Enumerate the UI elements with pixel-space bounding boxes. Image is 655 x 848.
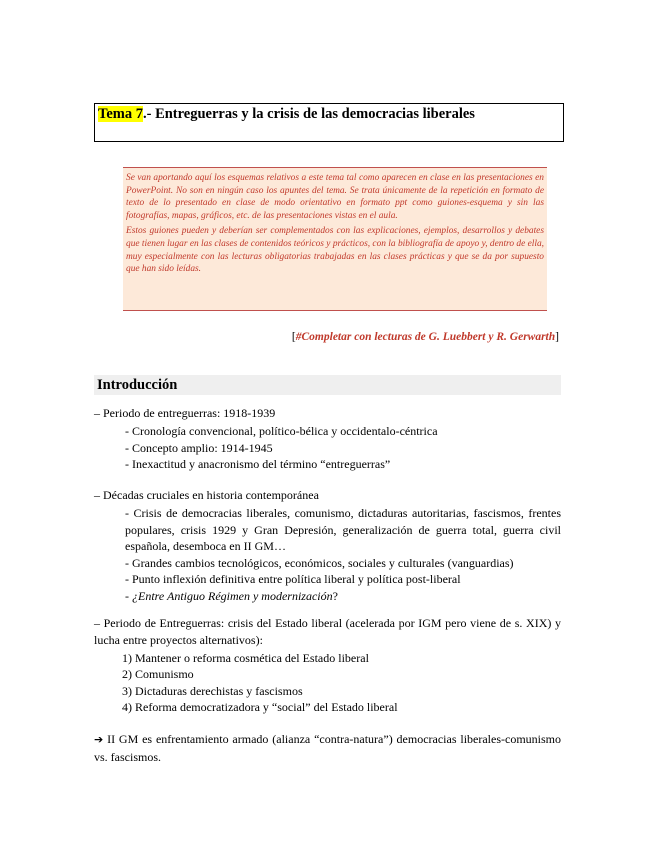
block1-main: – Periodo de entreguerras: 1918-1939 bbox=[94, 406, 276, 420]
block4-text bbox=[94, 731, 561, 765]
block4-body: II GM es enfrentamiento armado (alianza “contra-natura”) democracias liberales-comunismo vs. fascismos. bbox=[94, 732, 561, 764]
page-title bbox=[98, 106, 475, 123]
block3-item: 3) Dictaduras derechistas y fascismos bbox=[122, 683, 303, 698]
bracket-close: ] bbox=[555, 331, 559, 343]
complete-note-text: #Completar con lecturas de G. Luebbert y R. Gerwarth bbox=[295, 331, 556, 343]
block1-item: - Cronología convencional, político-bélica y occidentalo-céntrica bbox=[125, 424, 438, 438]
disclaimer-paragraph-1: Se van aportando aquí los esquemas relativos a este tema tal como aparecen en clase en las presentaciones en PowerPoint. No son en ningún caso los apuntes del tema. Se trata únicamente de la repetición en formato de texto de lo presentado en clase de modo orientativo en formato ppt como guiones-esquema y sin las fotografías, mapas, gráficos, etc. de las presentaciones vistas en el aula. bbox=[126, 173, 544, 221]
block1-item: - Concepto amplio: 1914-1945 bbox=[125, 440, 273, 455]
intro-block-1 bbox=[94, 405, 561, 473]
intro-block-3 bbox=[94, 615, 561, 716]
section-heading-intro: Introducción bbox=[94, 375, 561, 395]
block2-item: - Punto inflexión definitiva entre política liberal y política post-liberal bbox=[125, 572, 461, 586]
block2-item: - Crisis de democracias liberales, comunismo, dictaduras autoritarias, fascismos, frentes populares, crisis 1929 y Gran Depresión, generalización de guerra total, guerra civil española, desemboca en II GM… bbox=[125, 506, 561, 553]
italic-question: ¿Entre Antiguo Régimen y modernización bbox=[132, 588, 333, 603]
title-rest: .- Entreguerras y la crisis de las democracias liberales bbox=[142, 106, 475, 122]
intro-block-2 bbox=[94, 487, 561, 604]
tema-label: Tema 7 bbox=[98, 106, 143, 122]
block2-main: – Décadas cruciales en historia contemporánea bbox=[94, 488, 319, 502]
bracket-open: [ bbox=[291, 331, 296, 343]
block2-item: - Grandes cambios tecnológicos, económicos, sociales y culturales (vanguardias) bbox=[125, 555, 514, 570]
block2-item-last: - ¿Entre Antiguo Régimen y modernización? bbox=[125, 588, 338, 603]
title-box bbox=[94, 103, 564, 142]
complete-note bbox=[292, 331, 559, 343]
block1-item: - Inexactitud y anacronismo del término “entreguerras” bbox=[125, 457, 391, 471]
block3-item: 2) Comunismo bbox=[122, 667, 194, 681]
intro-block-4 bbox=[94, 731, 561, 765]
block3-main: – Periodo de Entreguerras: crisis del Estado liberal (acelerada por IGM pero viene de s. XIX) y lucha entre proyectos alternativos): bbox=[94, 616, 561, 647]
arrow-right-icon: ➔ bbox=[94, 733, 104, 746]
disclaimer-paragraph-2: Estos guiones pueden y deberían ser complementados con las explicaciones, ejemplos, desarrollos y debates que tienen lugar en las clases de contenidos teóricos y prácticos, con la bibliografía de apoyo y, dentro de ella, muy especialmente con las lecturas obligatorias trabajadas en las clases prácticas y que se da por supuesto que han sido leídas. bbox=[126, 226, 544, 275]
block3-item: 1) Mantener o reforma cosmética del Estado liberal bbox=[122, 650, 369, 665]
disclaimer-box bbox=[123, 167, 547, 311]
block3-item: 4) Reforma democratizadora y “social” del Estado liberal bbox=[122, 700, 398, 714]
